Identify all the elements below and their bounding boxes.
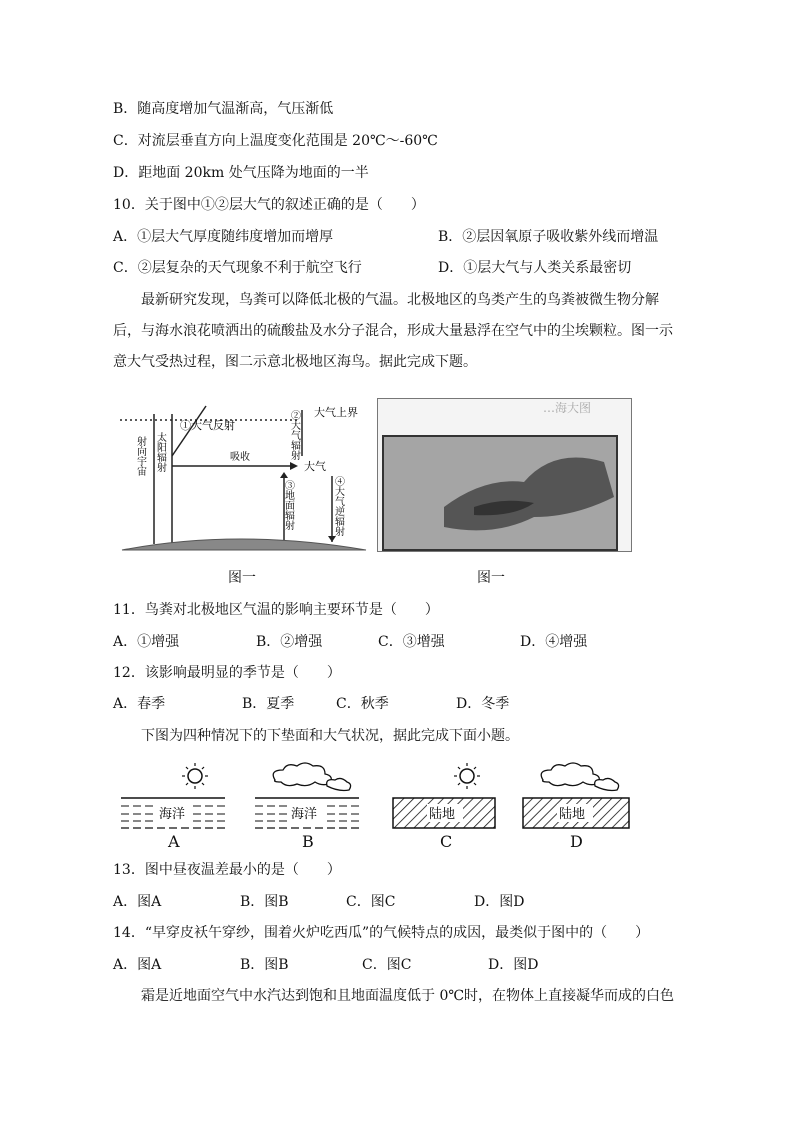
q9-option-b: B．随高度增加气温渐高，气压渐低 [113, 101, 334, 117]
q13-option-c: C．图C [346, 894, 396, 910]
q14-option-b: B．图B [240, 957, 289, 973]
four-scenes-diagram [115, 760, 635, 832]
fig1-arrow2-label: ②大气辐射 [288, 410, 300, 460]
scene-a-surface: 海洋 [159, 807, 186, 822]
q10-option-a: A．①层大气厚度随纬度增加而增厚 [113, 229, 334, 245]
fig1-absorb: 吸收 [230, 452, 250, 463]
q10-option-b: B．②层因氧原子吸收紫外线而增温 [438, 229, 659, 245]
scene-label-d: D [570, 832, 583, 851]
q14-option-d: D．图D [488, 957, 539, 973]
scene-label-b: B [302, 832, 314, 851]
q11-option-c: C．③增强 [378, 634, 445, 650]
passage-line-1: 最新研究发现，鸟粪可以降低北极的气温。北极地区的鸟类产生的鸟粪被微生物分解 [141, 292, 659, 308]
cloud-icon [273, 763, 331, 786]
scene-label-a: A [168, 832, 180, 851]
q11-option-b: B．②增强 [256, 634, 323, 650]
scene-d [523, 763, 629, 828]
fig2-corner-text: …海大图 [542, 401, 591, 415]
q11-option-d: D．④增强 [520, 634, 588, 650]
q14-option-a: A．图A [113, 957, 162, 973]
q13-stem: 13．图中昼夜温差最小的是（ ） [113, 862, 341, 878]
fig1-back-rad: ④大气逆辐射 [332, 476, 344, 536]
q13-option-d: D．图D [474, 894, 525, 910]
scene-b [255, 763, 359, 828]
scene-b-surface: 海洋 [291, 807, 318, 822]
sun-icon [460, 769, 474, 783]
q10-option-d: D．①层大气与人类关系最密切 [438, 260, 632, 276]
q12-option-c: C．秋季 [336, 696, 389, 712]
scene-d-surface: 陆地 [559, 807, 586, 822]
q12-option-d: D．冬季 [456, 696, 510, 712]
sun-icon [188, 769, 202, 783]
fig1-top-label: 大气上界 [314, 406, 358, 419]
fig1-space-rad: 射向宇宙 [134, 436, 146, 476]
passage-line-4: 下图为四种情况下的下垫面和大气状况，据此完成下面小题。 [141, 728, 519, 744]
q14-option-c: C．图C [362, 957, 412, 973]
fig1-atmosphere: 大气 [304, 460, 326, 473]
q10-option-c: C．②层复杂的天气现象不利于航空飞行 [113, 260, 362, 276]
fig1-solar-rad: 太阳辐射 [154, 432, 166, 472]
scene-c-surface: 陆地 [429, 807, 456, 822]
fig1-caption: 图一 [228, 570, 256, 586]
q12-option-b: B．夏季 [242, 696, 295, 712]
fig1-ground-rad: ③地面辐射 [282, 480, 294, 530]
q9-option-c: C．对流层垂直方向上温度变化范围是 20℃～-60℃ [113, 133, 438, 149]
q14-stem: 14．“早穿皮袄午穿纱，围着火炉吃西瓜”的气候特点的成因，最类似于图中的（ ） [113, 925, 650, 941]
q12-option-a: A．春季 [113, 696, 166, 712]
q12-stem: 12．该影响最明显的季节是（ ） [113, 665, 341, 681]
scene-a [121, 763, 225, 828]
q9-option-d: D．距地面 20km 处气压降为地面的一半 [113, 165, 369, 181]
q13-option-a: A．图A [113, 894, 162, 910]
arctic-seabird-photo [377, 398, 632, 552]
q13-option-b: B．图B [240, 894, 289, 910]
passage-line-5: 霜是近地面空气中水汽达到饱和且地面温度低于 0℃时，在物体上直接凝华而成的白色 [141, 988, 675, 1004]
q11-stem: 11．鸟粪对北极地区气温的影响主要环节是（ ） [113, 602, 439, 618]
passage-line-2: 后，与海水浪花喷洒出的硫酸盐及水分子混合，形成大量悬浮在空气中的尘埃颗粒。图一示 [113, 323, 673, 339]
fig1-arrow1-label: ①大气反射 [180, 419, 235, 432]
atmospheric-heating-diagram [118, 396, 370, 552]
scene-c [393, 763, 495, 828]
q10-stem: 10．关于图中①②层大气的叙述正确的是（ ） [113, 197, 425, 213]
q11-option-a: A．①增强 [113, 634, 180, 650]
fig2-caption: 图一 [477, 570, 505, 586]
bird-photo-silhouette [384, 437, 616, 549]
passage-line-3: 意大气受热过程，图二示意北极地区海鸟。据此完成下题。 [113, 354, 477, 370]
cloud-icon [541, 763, 599, 786]
scene-label-c: C [440, 832, 453, 851]
